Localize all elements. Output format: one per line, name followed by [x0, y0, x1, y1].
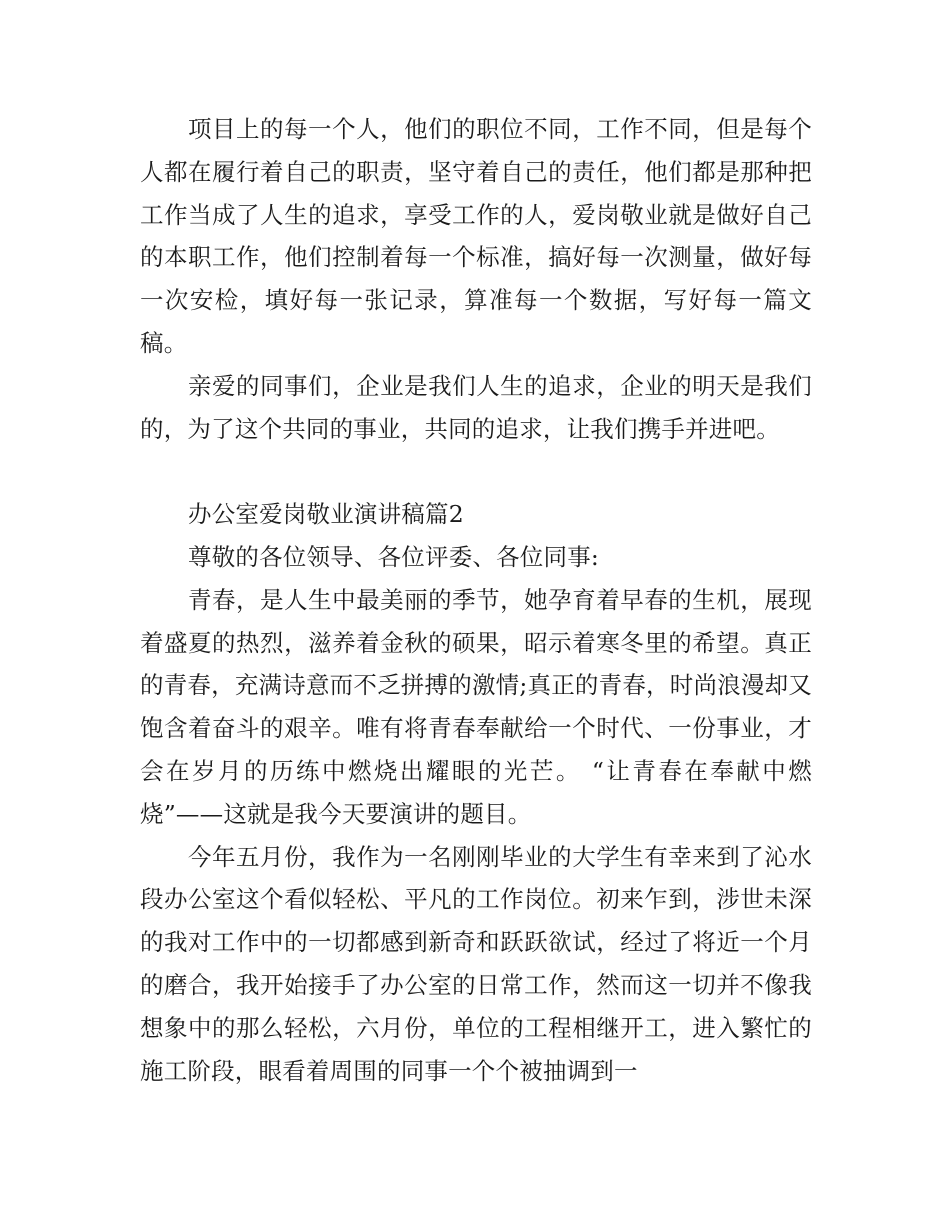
- paragraph-may-arrival: 今年五月份，我作为一名刚刚毕业的大学生有幸来到了沁水段办公室这个看似轻松、平凡的工作岗位。初来乍到，涉世未深的我对工作中的一切都感到新奇和跃跃欲试，经过了将近一个月的磨合，我开始接手了办公室的日常工作，然而这一切并不像我想象中的那么轻松，六月份，单位的工程相继开工，进入繁忙的施工阶段，眼看着周围的同事一个个被抽调到一: [140, 842, 812, 1085]
- blank-line: [140, 450, 812, 493]
- salutation: 尊敬的各位领导、各位评委、各位同事:: [188, 542, 600, 571]
- document-page: [140, 108, 812, 1092]
- section-title: 办公室爱岗敬业演讲稿篇2: [188, 500, 464, 529]
- paragraph-project-staff: 项目上的每一个人，他们的职位不同，工作不同，但是每个人都在履行着自己的职责，坚守着自己的责任，他们都是那种把工作当成了人生的追求，享受工作的人，爱岗敬业就是做好自己的本职工作，他们控制着每一个标准，搞好每一次测量，做好每一次安检，填好每一张记录，算准每一个数据，写好每一篇文稿。: [140, 115, 812, 357]
- paragraph-youth: 青春，是人生中最美丽的季节，她孕育着早春的生机，展现着盛夏的热烈，滋养着金秋的硕果，昭示着寒冬里的希望。真正的青春，充满诗意而不乏拼搏的激情;真正的青春，时尚浪漫却又饱含着奋斗的艰辛。唯有将青春奉献给一个时代、一份事业，才会在岁月的历练中燃烧出耀眼的光芒。 “让青春在奉献中燃烧”——这就是我今天要演讲的题目。: [140, 585, 812, 828]
- paragraph-dear-colleagues: 亲爱的同事们，企业是我们人生的追求，企业的明天是我们的，为了这个共同的事业，共同的追求，让我们携手并进吧。: [140, 371, 812, 443]
